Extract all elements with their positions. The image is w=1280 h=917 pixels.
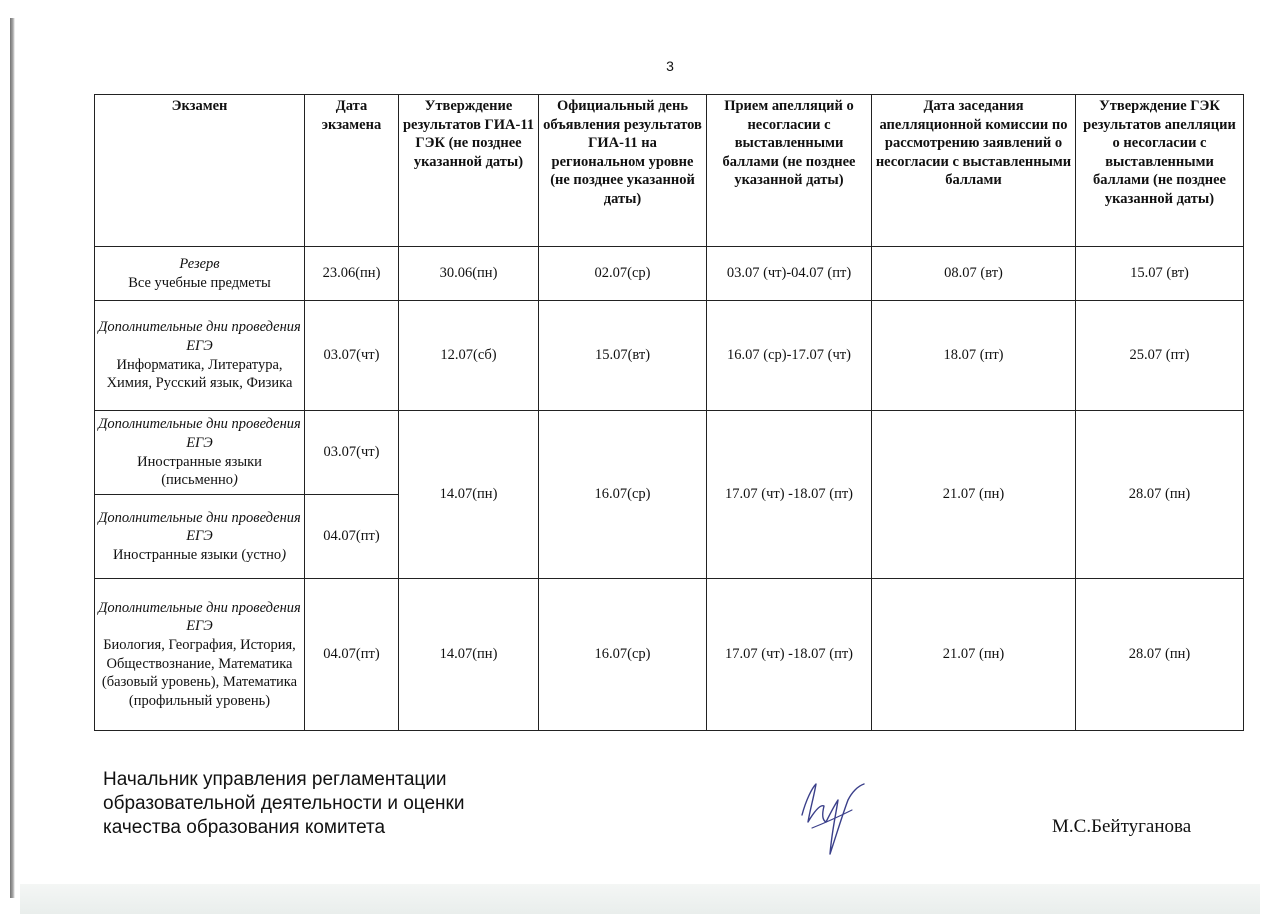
approval-cell: 14.07(пн): [399, 579, 539, 731]
exam-subjects: Иностранные языки (устно: [112, 546, 282, 563]
announcement-cell: 16.07(ср): [539, 579, 707, 731]
commission-cell: 08.07 (вт): [872, 247, 1076, 301]
commission-cell: 21.07 (пн): [872, 411, 1076, 579]
signer-name: М.С.Бейтуганова: [1052, 816, 1192, 837]
appeals-cell: 17.07 (чт) -18.07 (пт): [707, 579, 872, 731]
header-appeal-results-approval: Утверждение ГЭК результатов апелляции о несогласии с выставленными баллами (не позднее указанной даты): [1076, 95, 1244, 247]
approval-cell: 14.07(пн): [399, 411, 539, 579]
final-approval-cell: 28.07 (пн): [1076, 411, 1244, 579]
exam-note: Дополнительные дни проведения ЕГЭ: [98, 599, 301, 635]
header-appeals-reception: Прием апелляций о несогласии с выставленными баллами (не позднее указанной даты): [707, 95, 872, 247]
handwritten-signature: [792, 770, 872, 860]
appeals-cell: 16.07 (ср)-17.07 (чт): [707, 301, 872, 411]
exam-subjects-paren: ): [232, 472, 238, 489]
exam-note: Дополнительные дни проведения ЕГЭ: [98, 509, 301, 545]
table-row: [95, 411, 1244, 495]
exam-cell: [95, 579, 305, 731]
announcement-cell: 16.07(ср): [539, 411, 707, 579]
exam-cell: [95, 495, 305, 579]
exam-subjects: Биология, География, История, Обществознание, Математика (базовый уровень), Математика (профильный уровень): [101, 636, 298, 709]
table-header-row: [95, 95, 1244, 247]
position-line: качества образования комитета: [103, 817, 386, 838]
header-appeal-commission-date: Дата заседания апелляционной комиссии по рассмотрению заявлений о несогласии с выставленными баллами: [872, 95, 1076, 247]
table-row: [95, 579, 1244, 731]
exam-note: Дополнительные дни проведения ЕГЭ: [98, 416, 301, 451]
appeals-cell: 03.07 (чт)-04.07 (пт): [707, 247, 872, 301]
final-approval-cell: 15.07 (вт): [1076, 247, 1244, 301]
announcement-cell: 15.07(вт): [539, 301, 707, 411]
header-exam-date: Дата экзамена: [305, 95, 399, 247]
exam-note: Дополнительные дни проведения ЕГЭ: [98, 319, 301, 354]
announcement-cell: 02.07(ср): [539, 247, 707, 301]
exam-date-cell: 03.07(чт): [305, 301, 399, 411]
exam-date-cell: 04.07(пт): [305, 495, 399, 579]
page-number: 3: [666, 58, 674, 74]
header-exam: Экзамен: [95, 95, 305, 247]
appeals-cell: 17.07 (чт) -18.07 (пт): [707, 411, 872, 579]
table-row: [95, 301, 1244, 411]
scan-bottom-shade: [20, 884, 1260, 914]
table-row: [95, 247, 1244, 301]
scan-edge-shadow: [10, 18, 15, 898]
position-line: Начальник управления регламентации: [103, 769, 447, 790]
commission-cell: 18.07 (пт): [872, 301, 1076, 411]
commission-cell: 21.07 (пн): [872, 579, 1076, 731]
exam-subjects-paren: ): [281, 546, 287, 563]
exam-subjects: Иностранные языки (письменно: [137, 453, 262, 489]
signatory-position: [103, 768, 464, 840]
exam-note: Резерв: [179, 255, 220, 272]
exam-cell: [95, 301, 305, 411]
exam-date-cell: 04.07(пт): [305, 579, 399, 731]
position-line: образовательной деятельности и оценки: [103, 793, 465, 814]
header-results-announcement: Официальный день объявления результатов ГИА-11 на региональном уровне (не позднее указанной даты): [539, 95, 707, 247]
final-approval-cell: 25.07 (пт): [1076, 301, 1244, 411]
exam-cell: [95, 411, 305, 495]
exam-cell: [95, 247, 305, 301]
approval-cell: 12.07(сб): [399, 301, 539, 411]
exam-date-cell: 23.06(пн): [305, 247, 399, 301]
exam-date-cell: 03.07(чт): [305, 411, 399, 495]
exam-subjects: Все учебные предметы: [128, 274, 271, 291]
approval-cell: 30.06(пн): [399, 247, 539, 301]
header-gek-approval: Утверждение результатов ГИА-11 ГЭК (не позднее указанной даты): [399, 95, 539, 247]
exam-subjects: Информатика, Литература, Химия, Русский язык, Физика: [106, 356, 293, 392]
final-approval-cell: 28.07 (пн): [1076, 579, 1244, 731]
exam-schedule-table: [94, 94, 1244, 731]
